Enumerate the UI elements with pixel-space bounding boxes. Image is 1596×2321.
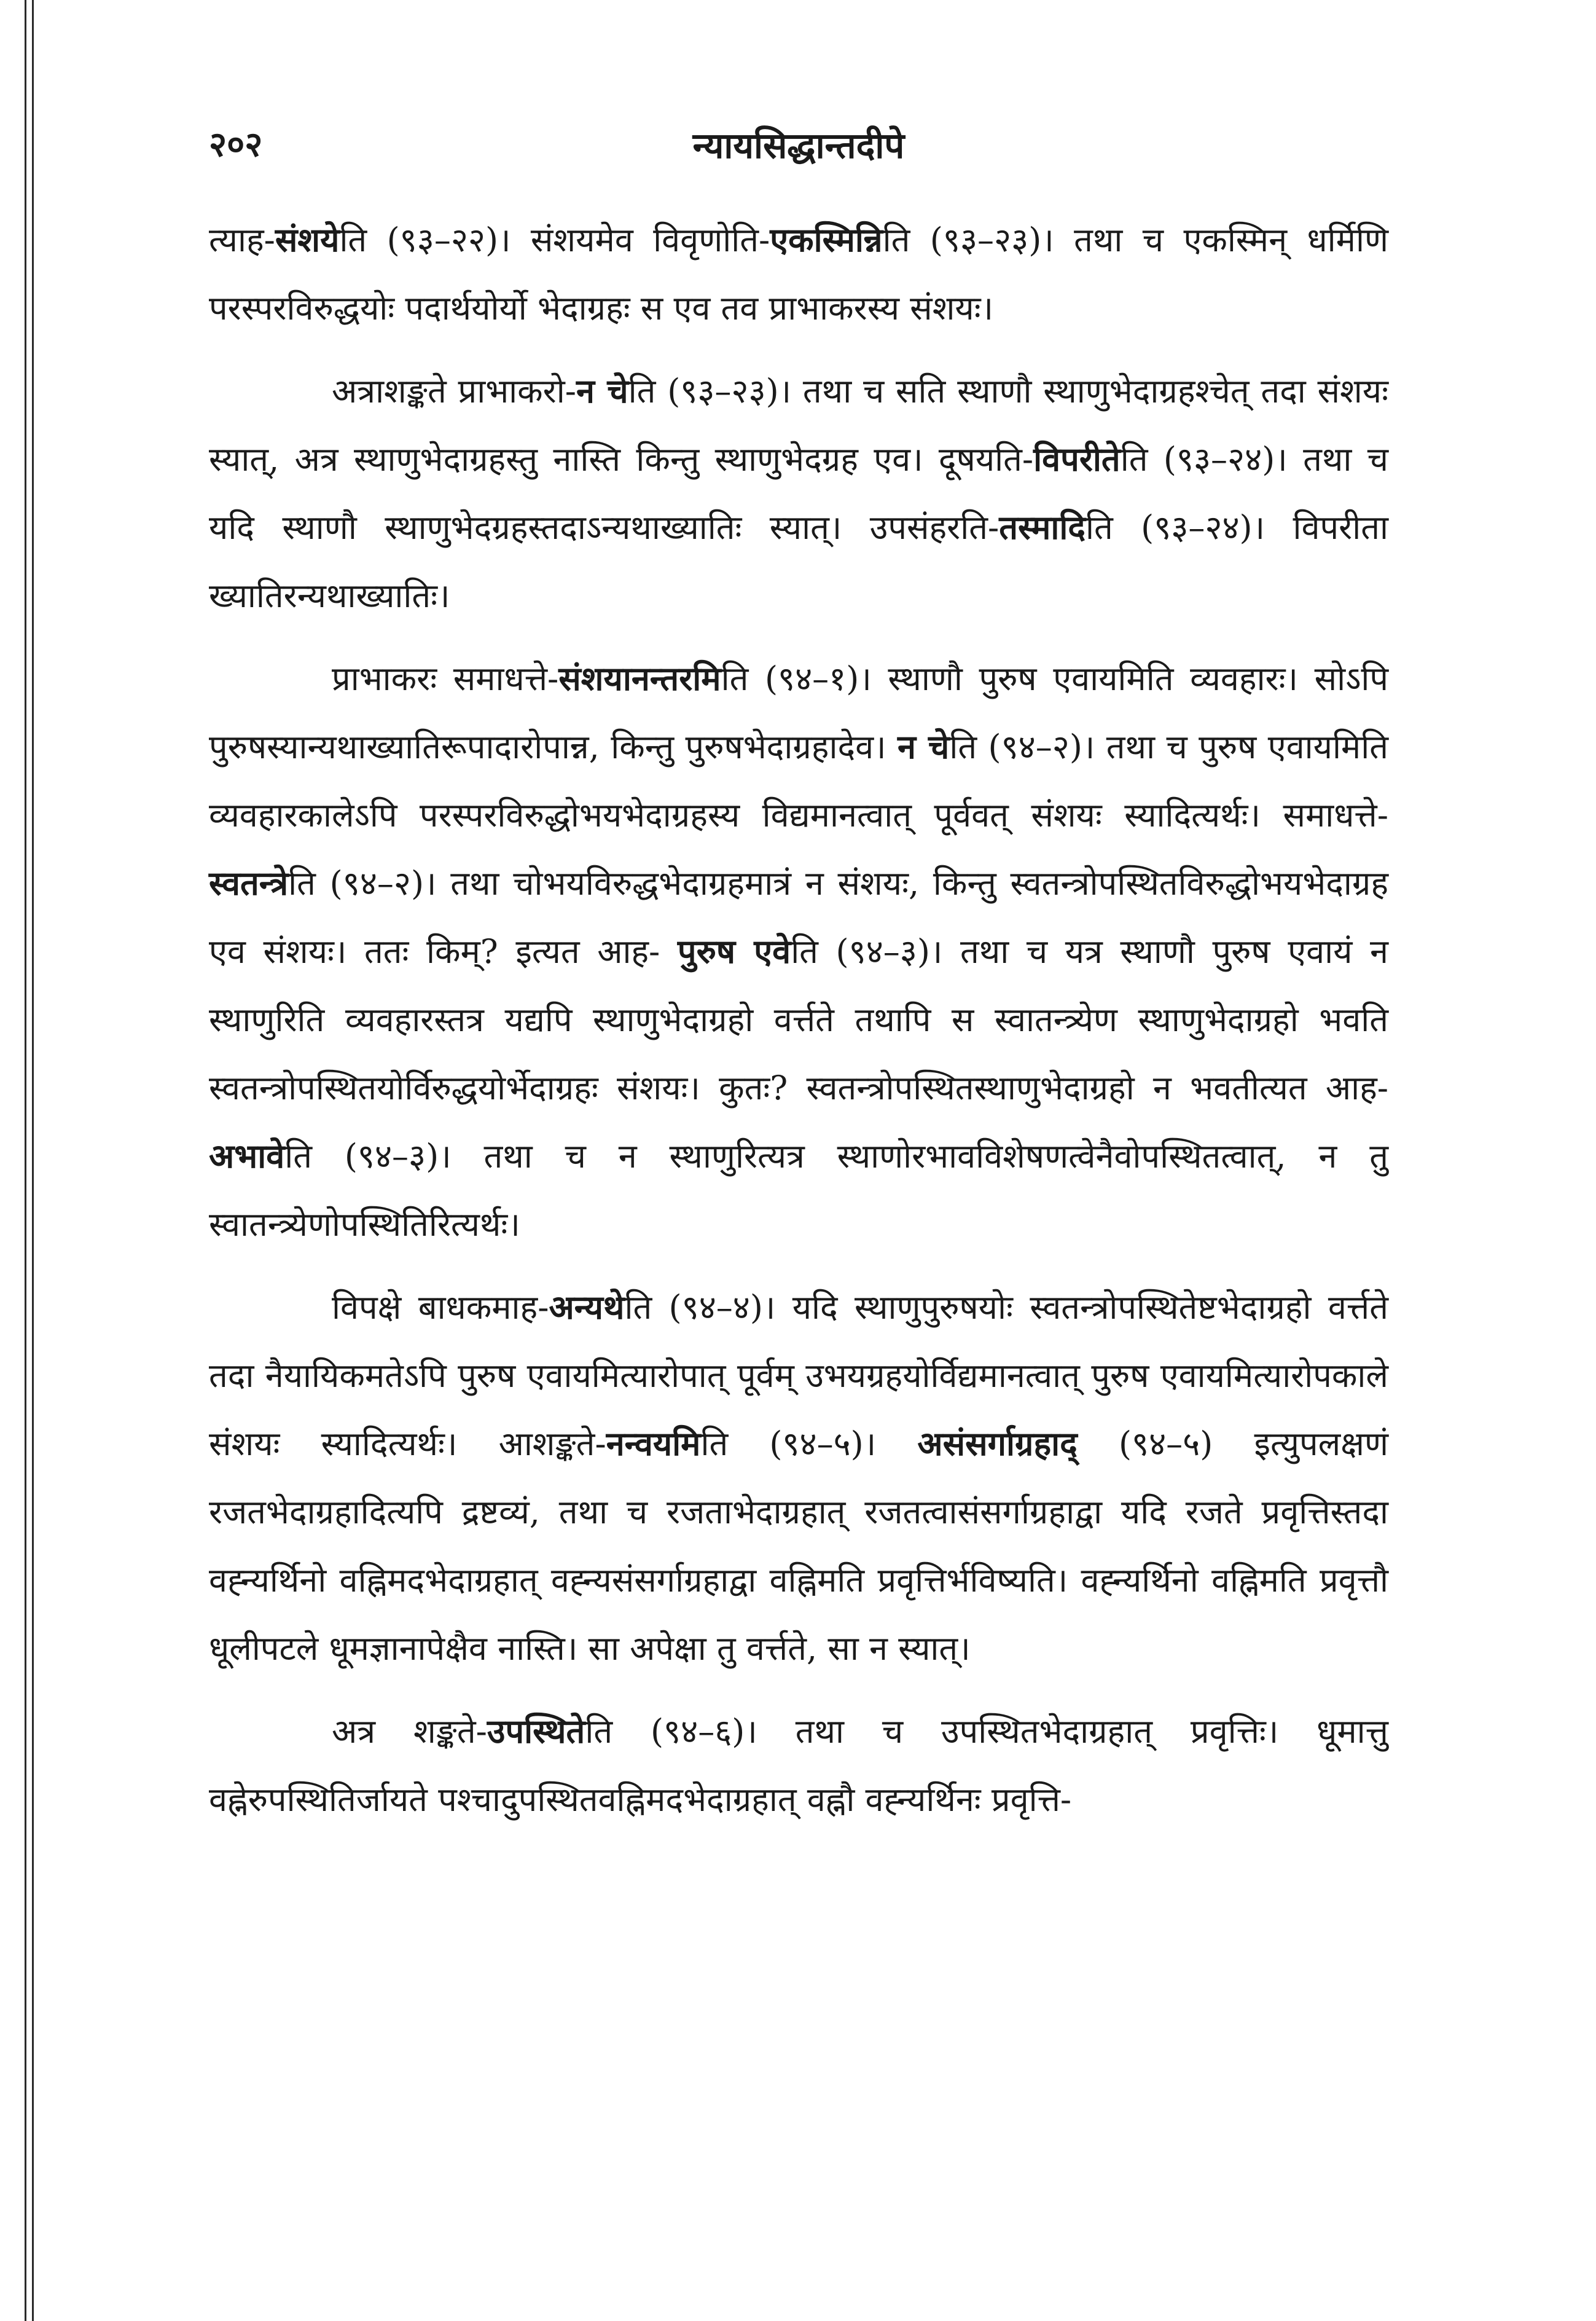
paragraph [209, 1273, 1388, 1683]
paragraph [209, 645, 1388, 1259]
commentary-text: ति (९३–२३)। तथा च सति स्थाणौ स्थाणुभेदाग्रहश्चेत् तदा संशयः स्यात्, अत्र स्थाणुभेदाग्रहस्तु नास्ति किन्तु स्थाणुभेदग्रह एव। दूषयति- [209, 372, 1388, 479]
commentary-text: ति (९४–३)। तथा च यत्र स्थाणौ पुरुष एवायं न स्थाणुरिति व्यवहारस्तत्र यद्यपि स्थाणुभेदाग्रहो वर्त्तते तथापि स स्वातन्त्र्येण स्थाणुभेदाग्रहो भवति स्वतन्त्रोपस्थितयोर्विरुद्धयोर्भेदाग्रहः संशयः। कुतः? स्वतन्त्रोपस्थितस्थाणुभेदाग्रहो न भवतीत्यत आह- [209, 932, 1388, 1107]
paragraph [209, 357, 1388, 630]
bold-lemma: पुरुष एवे [677, 932, 791, 971]
bold-lemma: उपस्थिते [487, 1711, 585, 1751]
commentary-text: प्राभाकरः समाधत्ते- [332, 659, 559, 698]
bold-lemma: विपरीते [1033, 439, 1121, 479]
commentary-text: त्याह- [209, 221, 275, 259]
running-title: न्यायसिद्धान्तदीपे [692, 125, 905, 167]
page-header [209, 120, 1388, 175]
binding-edge-line [25, 0, 26, 2321]
commentary-text: ति (९४–२)। तथा च पुरुष एवायमिति व्यवहारकालेऽपि परस्परविरुद्धोभयभेदाग्रहस्य विद्यमानत्वात् पूर्ववत् संशयः स्यादित्यर्थः। समाधत्ते- [209, 728, 1388, 835]
paragraph [209, 206, 1388, 342]
book-page [209, 120, 1388, 1848]
bold-lemma: न चे [576, 371, 628, 410]
commentary-text: ति (९४–५)। [700, 1424, 918, 1463]
bold-lemma: न चे [898, 727, 950, 766]
commentary-text: ति (९३–२४)। तथा च यदि स्थाणौ स्थाणुभेदग्रहस्तदाऽन्यथाख्यातिः स्यात्। उपसंहरति- [209, 440, 1388, 547]
bold-lemma: अन्यथे [549, 1287, 625, 1327]
commentary-text: ति (९३–२४)। विपरीता ख्यातिरन्यथाख्यातिः। [209, 508, 1388, 615]
bold-lemma: तस्मादि [999, 508, 1086, 547]
commentary-text: विपक्षे बाधकमाह- [332, 1288, 549, 1327]
commentary-text: ति (९३–२२)। संशयमेव विवृणोति- [339, 221, 770, 259]
commentary-text: ति (९४–६)। तथा च उपस्थितभेदाग्रहात् प्रवृत्तिः। धूमात्तु वह्नेरुपस्थितिर्जायते पश्चादुपस्थितवह्निमदभेदाग्रहात् वह्नौ वह्न्यर्थिनः प्रवृत्ति- [209, 1712, 1388, 1819]
commentary-text: ति (९४–२)। तथा चोभयविरुद्धभेदाग्रहमात्रं न संशयः, किन्तु स्वतन्त्रोपस्थितविरुद्धोभयभेदाग्रह एव संशयः। ततः किम्? इत्यत आह- [209, 864, 1388, 971]
paragraph [209, 1697, 1388, 1834]
commentary-text: ति (९४–४)। यदि स्थाणुपुरुषयोः स्वतन्त्रोपस्थितेष्टभेदाग्रहो वर्त्तते तदा नैयायिकमतेऽपि पुरुष एवायमित्यारोपात् पूर्वम् उभयग्रहयोर्विद्यमानत्वात् पुरुष एवायमित्यारोपकाले संशयः स्यादित्यर्थः। आशङ्कते- [209, 1288, 1388, 1463]
bold-lemma: एकस्मिन्नि [770, 220, 883, 259]
bold-lemma: अभावे [209, 1136, 285, 1176]
body-text [209, 206, 1388, 1834]
commentary-text: अत्राशङ्कते प्राभाकरो- [332, 372, 576, 410]
bold-lemma: असंसर्गाग्रहाद् [917, 1424, 1078, 1463]
commentary-text: ति (९४–३)। तथा च न स्थाणुरित्यत्र स्थाणोरभावविशेषणत्वेनैवोपस्थितत्वात्, न तु स्वातन्त्र्येणोपस्थितिरित्यर्थः। [209, 1137, 1388, 1244]
bold-lemma: संशयानन्तरमि [558, 659, 721, 698]
page-number: २०२ [209, 124, 263, 165]
commentary-text: ति (९४–१)। स्थाणौ पुरुष एवायमिति व्यवहारः। सोऽपि पुरुषस्यान्यथाख्यातिरूपादारोपान्न, किन्तु पुरुषभेदाग्रहादेव। [209, 659, 1388, 766]
binding-edge-line [32, 0, 34, 2321]
commentary-text: ति (९३–२३)। तथा च एकस्मिन् धर्मिणि परस्परविरुद्धयोः पदार्थयोर्यो भेदाग्रहः स एव तव प्राभाकरस्य संशयः। [209, 221, 1388, 328]
commentary-text: (९४–५) इत्युपलक्षणं रजतभेदाग्रहादित्यपि द्रष्टव्यं, तथा च रजताभेदाग्रहात् रजतत्वासंसर्गाग्रहाद्वा यदि रजते प्रवृत्तिस्तदा वह्न्यर्थिनो वह्निमदभेदाग्रहात् वह्न्यसंसर्गाग्रहाद्वा वह्निमति प्रवृत्तिर्भविष्यति। वह्न्यर्थिनो वह्निमति प्रवृत्तौ धूलीपटले धूमज्ञानापेक्षैव नास्ति। सा अपेक्षा तु वर्त्तते, सा न स्यात्। [209, 1424, 1389, 1668]
commentary-text: अत्र शङ्कते- [332, 1712, 487, 1751]
bold-lemma: संशये [275, 220, 340, 259]
bold-lemma: स्वतन्त्रे [209, 863, 289, 903]
bold-lemma: नन्वयमि [606, 1424, 701, 1463]
